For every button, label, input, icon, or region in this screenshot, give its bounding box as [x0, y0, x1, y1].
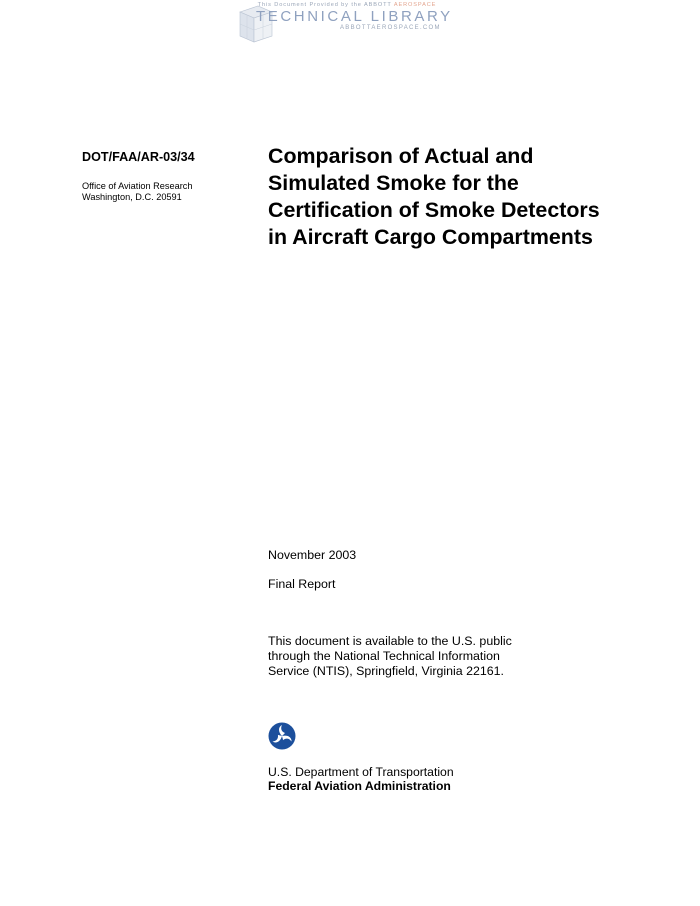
office-location: Washington, D.C. 20591 [82, 192, 182, 202]
availability-statement [268, 634, 512, 679]
watermark-library-title: TECHNICAL LIBRARY [256, 8, 453, 25]
title-line-4: in Aircraft Cargo Compartments [268, 225, 593, 249]
title-line-2: Simulated Smoke for the [268, 171, 519, 195]
office-name: Office of Aviation Research [82, 181, 193, 191]
availability-line-3: Service (NTIS), Springfield, Virginia 22161. [268, 664, 504, 678]
department-name: U.S. Department of Transportation [268, 765, 454, 779]
watermark-website: ABBOTTAEROSPACE.COM [340, 25, 441, 31]
watermark-provider-prefix: This Document Provided by the [257, 2, 362, 8]
watermark-provider-name: ABBOTT [363, 2, 392, 8]
report-type: Final Report [268, 577, 336, 591]
report-number: DOT/FAA/AR-03/34 [82, 150, 195, 164]
agency-block [268, 765, 454, 793]
title-line-3: Certification of Smoke Detectors [268, 198, 600, 222]
watermark-provider-accent: AEROSPACE [393, 2, 437, 8]
report-date: November 2003 [268, 548, 357, 562]
office-address [82, 181, 192, 203]
title-line-1: Comparison of Actual and [268, 144, 534, 168]
administration-name: Federal Aviation Administration [268, 779, 451, 793]
dot-triskelion-logo-icon [268, 722, 296, 750]
availability-line-1: This document is available to the U.S. public [268, 634, 512, 648]
technical-library-watermark [236, 2, 454, 44]
report-title [268, 143, 688, 251]
availability-line-2: through the National Technical Information [268, 649, 500, 663]
